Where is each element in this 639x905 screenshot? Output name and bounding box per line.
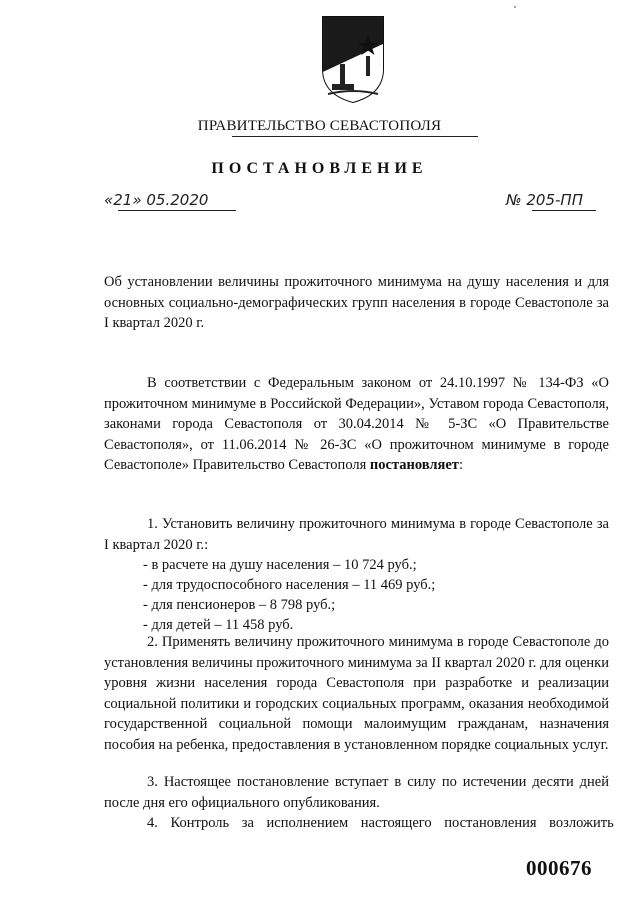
list-item: - в расчете на душу населения – 10 724 руб.; xyxy=(143,557,417,573)
number-value: № 205-ПП xyxy=(506,191,583,209)
document-type-heading: ПОСТАНОВЛЕНИЕ xyxy=(211,160,428,177)
point-2: 2. Применять величину прожиточного минимума в городе Севастополе до установления величины прожиточного минимума за II квартал 2020 г. для оценки уровня жизни населения города Севастополя при разработке и реализации социальной политики и городских социальных программ, оказания необходимой государственной социальной помощи малоимущим гражданам, назначения пособия на ребенка, предоставления в установленном порядке социальных услуг. xyxy=(104,634,609,753)
list-item: - для пенсионеров – 8 798 руб.; xyxy=(143,597,336,613)
preamble-end: : xyxy=(458,457,463,473)
preamble-text: В соответствии с Федеральным законом от 24.10.1997 № 134-ФЗ «О прожиточном минимуме в Российской Федерации», Уставом города Севастополя, законами города Севастополя от 30.04.2014 № 5-ЗС «О Правительстве Севастополя», от 11.06.2014 № 26-ЗС «О прожиточном минимуме в городе Севастополе» Правительство Севастополя xyxy=(104,375,609,473)
document-date xyxy=(104,191,234,210)
title-underline xyxy=(232,136,478,137)
list-item: - для трудоспособного населения – 11 469 руб.; xyxy=(143,577,436,593)
preamble-keyword: постановляет xyxy=(369,457,459,473)
point-3: 3. Настоящее постановление вступает в силу по истечении десяти дней после дня его официального опубликования. xyxy=(104,774,609,811)
coat-of-arms-icon xyxy=(320,14,386,104)
document-subject: Об установлении величины прожиточного минимума на душу населения и для основных социально-демографических групп населения в городе Севастополе за I квартал 2020 г. xyxy=(104,274,609,331)
list-item: - для детей – 11 458 руб. xyxy=(143,617,294,633)
document-number xyxy=(506,191,586,210)
point-4: 4. Контроль за исполнением настоящего постановления возложить xyxy=(147,815,614,831)
point-1: 1. Установить величину прожиточного минимума в городе Севастополе за I квартал 2020 г.: xyxy=(104,516,609,553)
organization-title: ПРАВИТЕЛЬСТВО СЕВАСТОПОЛЯ xyxy=(197,118,442,134)
scan-speck xyxy=(514,6,516,8)
serial-number: 000676 xyxy=(526,856,592,880)
date-value: «21» 05.2020 xyxy=(104,191,209,209)
number-underline xyxy=(532,210,596,211)
date-underline xyxy=(118,210,236,211)
preamble-paragraph xyxy=(104,373,609,476)
